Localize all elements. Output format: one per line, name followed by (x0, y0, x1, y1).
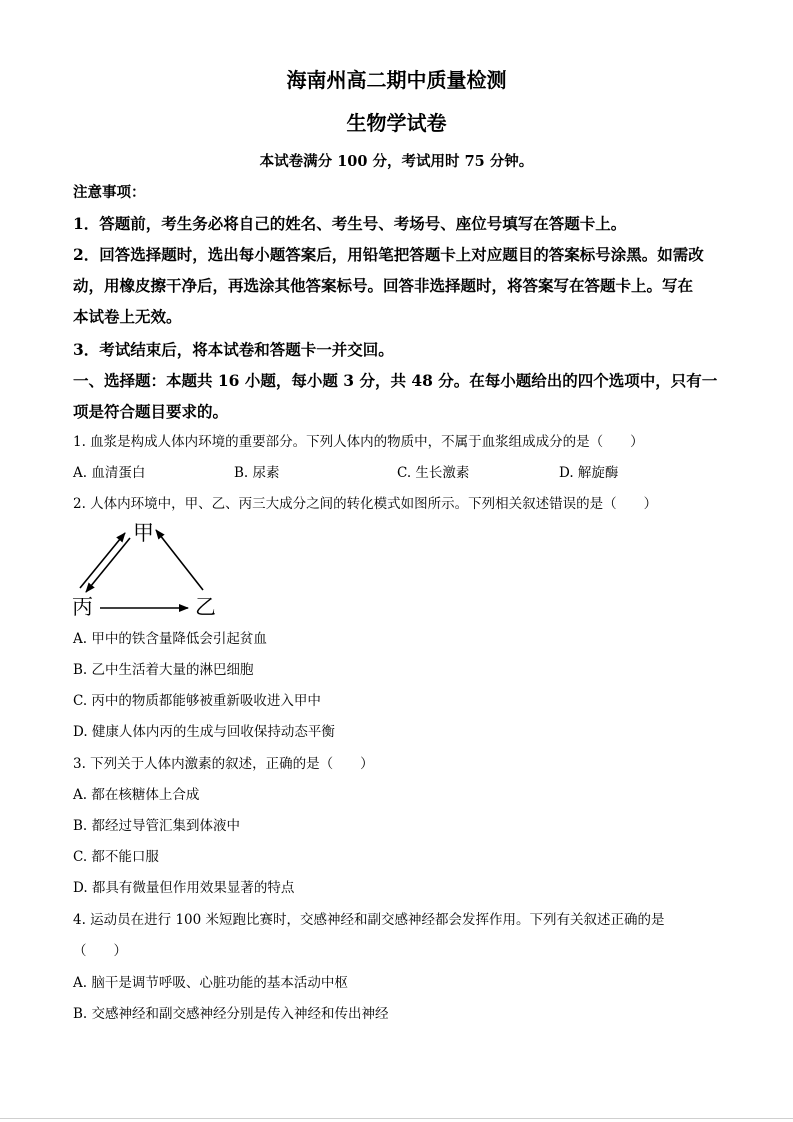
notes-heading: 注意事项： (73, 184, 146, 201)
question-2-option-d: D. 健康人体内丙的生成与回收保持动态平衡 (73, 724, 335, 740)
question-3-stem: 3. 下列关于人体内激素的叙述，正确的是（ ） (73, 756, 374, 772)
question-1-option-c: C. 生长激素 (397, 465, 470, 481)
arrow-jia-to-bing (86, 538, 130, 592)
page-title: 海南州高二期中质量检测 (286, 68, 507, 92)
question-4-stem-line-1: 4. 运动员在进行 100 米短跑比赛时，交感神经和副交感神经都会发挥作用。下列有关叙述正确的是 (73, 912, 665, 928)
note-2-line-1: 2．回答选择题时，选出每小题答案后，用铅笔把答题卡上对应题目的答案标号涂黑。如需改 (73, 245, 704, 264)
diagram-label-yi: 乙 (195, 595, 216, 619)
question-1-option-d: D. 解旋酶 (559, 465, 619, 481)
note-2-line-3: 本试卷上无效。 (73, 307, 182, 326)
question-3-option-c: C. 都不能口服 (73, 849, 159, 865)
question-2-stem: 2. 人体内环境中，甲、乙、丙三大成分之间的转化模式如图所示。下列相关叙述错误的是（ ） (73, 496, 658, 512)
arrow-bing-to-jia (80, 533, 125, 588)
section-1-instruction-line-1: 一、选择题：本题共 16 小题，每小题 3 分，共 48 分。在每小题给出的四个选项中，只有一 (73, 371, 718, 390)
question-1-option-a: A. 血清蛋白 (73, 465, 146, 481)
question-4-option-a: A. 脑干是调节呼吸、心脏功能的基本活动中枢 (73, 975, 348, 991)
section-1-instruction-line-2: 项是符合题目要求的。 (73, 402, 229, 421)
question-2-option-b: B. 乙中生活着大量的淋巴细胞 (73, 662, 254, 678)
question-2-option-c: C. 丙中的物质都能够被重新吸收进入甲中 (73, 693, 321, 709)
question-2-option-a: A. 甲中的铁含量降低会引起贫血 (73, 631, 267, 647)
question-3-option-d: D. 都具有微量但作用效果显著的特点 (73, 880, 295, 896)
note-2-line-2: 动，用橡皮擦干净后，再选涂其他答案标号。回答非选择题时，将答案写在答题卡上。写在 (73, 276, 694, 295)
note-1: 1．答题前，考生务必将自己的姓名、考生号、考场号、座位号填写在答题卡上。 (73, 214, 627, 233)
arrow-yi-to-jia (156, 530, 203, 590)
question-1-option-b: B. 尿素 (234, 465, 280, 481)
note-3: 3．考试结束后，将本试卷和答题卡一并交回。 (73, 340, 394, 359)
question-3-option-a: A. 都在核糖体上合成 (73, 787, 200, 803)
diagram-label-bing: 丙 (72, 595, 93, 619)
exam-info: 本试卷满分 100 分，考试用时 75 分钟。 (259, 153, 534, 170)
question-4-stem-line-2: （ ） (73, 943, 127, 959)
question-1-stem: 1. 血浆是构成人体内环境的重要部分。下列人体内的物质中，不属于血浆组成成分的是（ ） (73, 434, 644, 450)
question-4-option-b: B. 交感神经和副交感神经分别是传入神经和传出神经 (73, 1006, 389, 1022)
page-subtitle: 生物学试卷 (346, 111, 447, 135)
question-2-diagram (70, 518, 230, 620)
page-bottom-divider (0, 1118, 793, 1119)
question-3-option-b: B. 都经过导管汇集到体液中 (73, 818, 241, 834)
diagram-label-jia: 甲 (133, 521, 154, 545)
